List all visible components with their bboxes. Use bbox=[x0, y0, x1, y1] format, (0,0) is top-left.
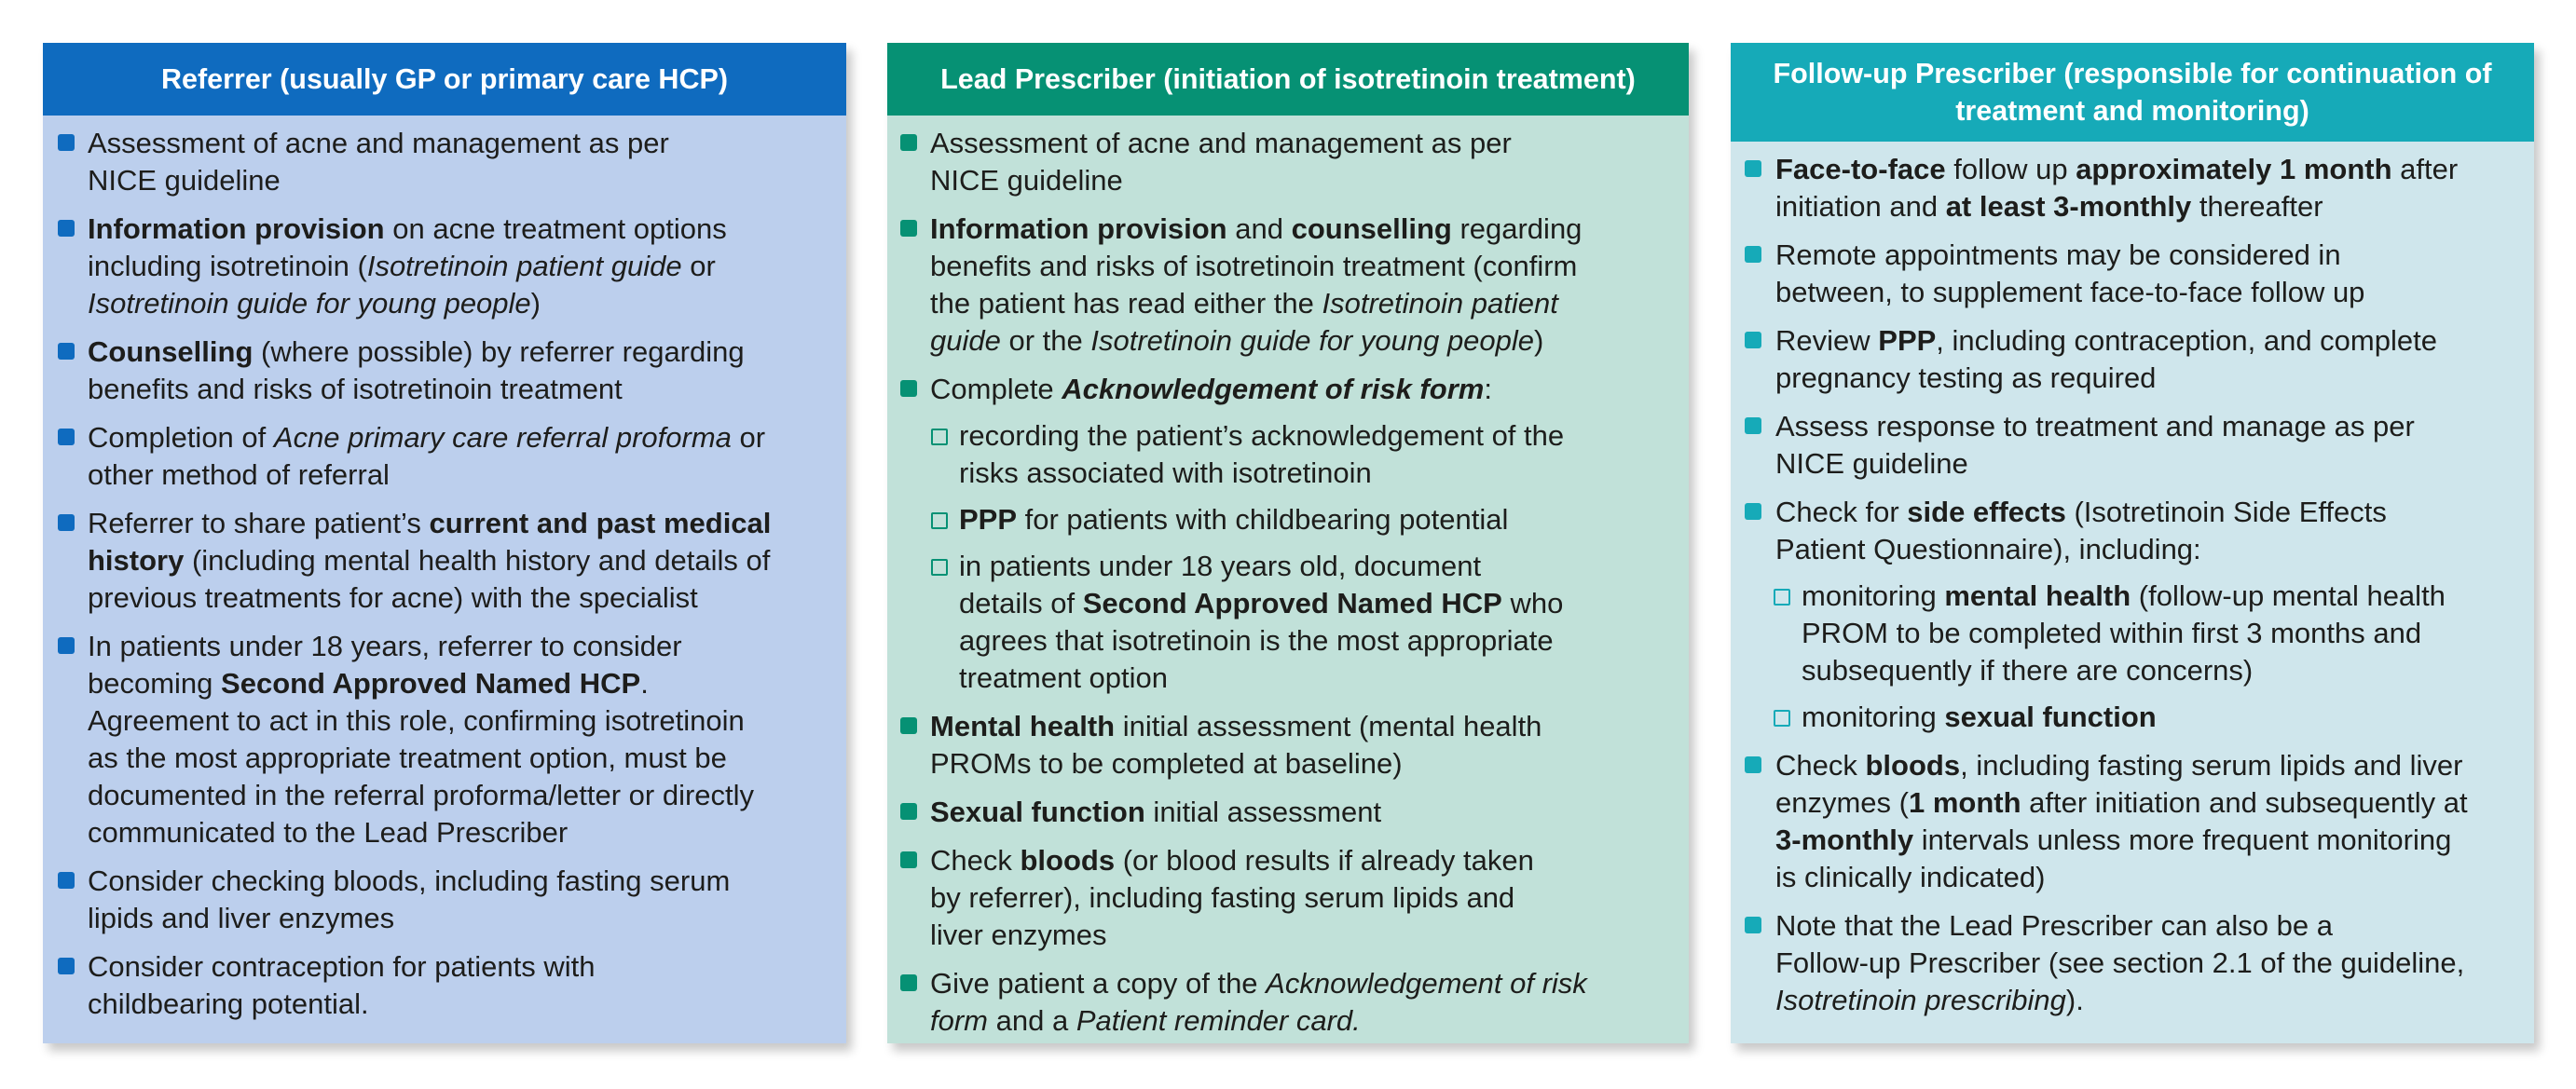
hollow-square-bullet-icon bbox=[931, 429, 948, 445]
text-segment: Assessment of acne and management as per bbox=[88, 127, 669, 159]
item-line bbox=[88, 285, 833, 322]
follow-up-prescriber-column bbox=[1731, 43, 2534, 1043]
hollow-square-bullet-icon bbox=[931, 559, 948, 576]
lead-prescriber-list bbox=[887, 116, 1689, 1040]
text-segment: Agreement to act in this role, confirming isotretinoin bbox=[88, 704, 745, 737]
text-segment: Check for bbox=[1775, 496, 1908, 528]
text-segment: lipids and liver enzymes bbox=[88, 902, 395, 934]
text-segment: initial assessment bbox=[1144, 796, 1382, 828]
text-segment: bloods bbox=[1865, 749, 1961, 782]
item-line bbox=[1775, 531, 2521, 568]
text-segment: risks associated with isotretinoin bbox=[959, 456, 1372, 489]
sub-list-item bbox=[1731, 578, 2534, 689]
text-segment: or bbox=[681, 250, 716, 282]
list-item bbox=[1731, 494, 2534, 568]
text-segment: documented in the referral proforma/letter or directly bbox=[88, 779, 755, 811]
item-line bbox=[88, 900, 833, 937]
text-segment: Follow-up Prescriber (see section 2.1 of the guideline, bbox=[1775, 946, 2465, 979]
list-item bbox=[1731, 408, 2534, 483]
text-segment: in patients under 18 years old, document bbox=[959, 550, 1482, 582]
square-bullet-icon bbox=[900, 974, 917, 991]
text-segment: Note that the Lead Prescriber can also be a bbox=[1775, 909, 2333, 942]
text-segment: after bbox=[2391, 153, 2459, 185]
text-segment: Acknowledgement of risk form bbox=[1062, 373, 1485, 405]
item-line bbox=[88, 777, 833, 814]
text-segment: mental health bbox=[1944, 579, 2131, 612]
text-segment: NICE guideline bbox=[1775, 447, 1968, 480]
square-bullet-icon bbox=[58, 958, 75, 974]
text-segment: : bbox=[1484, 373, 1492, 405]
text-segment: details of bbox=[959, 587, 1083, 619]
text-segment: benefits and risks of isotretinoin treatment bbox=[88, 373, 623, 405]
list-item bbox=[887, 842, 1689, 954]
item-line bbox=[88, 948, 833, 986]
text-segment: on acne treatment options bbox=[384, 212, 727, 245]
text-segment: Check bbox=[930, 844, 1021, 877]
item-line bbox=[959, 417, 1676, 455]
item-line bbox=[88, 986, 833, 1023]
text-segment: (where possible) by referrer regarding bbox=[253, 335, 745, 368]
item-line bbox=[1775, 408, 2521, 445]
follow-up-prescriber-header: Follow-up Prescriber (responsible for continuation of treatment and monitoring) bbox=[1731, 43, 2534, 142]
list-item bbox=[1731, 747, 2534, 896]
text-segment: after initiation and subsequently at bbox=[2021, 786, 2468, 819]
item-line bbox=[88, 334, 833, 371]
item-line bbox=[1775, 784, 2521, 822]
square-bullet-icon bbox=[58, 872, 75, 889]
sub-list-item bbox=[887, 417, 1689, 492]
item-line bbox=[930, 745, 1676, 783]
text-segment: bloods bbox=[1020, 844, 1116, 877]
text-segment: (Isotretinoin Side Effects bbox=[2065, 496, 2387, 528]
text-segment: and a bbox=[988, 1004, 1076, 1037]
text-segment: Assess response to treatment and manage as per bbox=[1775, 410, 2415, 442]
text-segment: Completion of bbox=[88, 421, 274, 454]
text-segment: Isotretinoin prescribing bbox=[1775, 984, 2066, 1016]
text-segment: follow up bbox=[1945, 153, 2076, 185]
text-segment: initiation and bbox=[1775, 190, 1946, 223]
item-line bbox=[1775, 907, 2521, 945]
text-segment: history bbox=[88, 544, 185, 577]
item-line bbox=[1775, 445, 2521, 483]
list-item bbox=[1731, 322, 2534, 397]
list-item bbox=[1731, 237, 2534, 311]
square-bullet-icon bbox=[58, 637, 75, 654]
text-segment: PPP bbox=[1878, 324, 1937, 357]
square-bullet-icon bbox=[58, 514, 75, 531]
square-bullet-icon bbox=[1745, 246, 1761, 263]
item-line bbox=[959, 548, 1676, 585]
text-segment: becoming bbox=[88, 667, 222, 700]
list-item bbox=[43, 419, 846, 494]
text-segment: at least 3-monthly bbox=[1945, 190, 2192, 223]
sub-list-item bbox=[1731, 699, 2534, 736]
item-line bbox=[88, 702, 833, 740]
item-line bbox=[1775, 237, 2521, 274]
text-segment: Information provision bbox=[88, 212, 385, 245]
text-segment: agrees that isotretinoin is the most appropriate bbox=[959, 624, 1554, 657]
text-segment: current and past medical bbox=[429, 507, 772, 539]
text-segment: Sexual function bbox=[930, 796, 1145, 828]
list-item bbox=[43, 211, 846, 322]
item-line bbox=[930, 879, 1676, 917]
list-item bbox=[1731, 151, 2534, 225]
item-line bbox=[88, 814, 833, 851]
item-line bbox=[930, 285, 1676, 322]
item-line bbox=[1802, 615, 2521, 652]
item-line bbox=[959, 501, 1676, 538]
text-segment: (or blood results if already taken bbox=[1115, 844, 1534, 877]
text-segment: pregnancy testing as required bbox=[1775, 361, 2157, 394]
text-segment: Second Approved Named HCP bbox=[221, 667, 641, 700]
item-line bbox=[959, 455, 1676, 492]
text-segment: PPP bbox=[959, 503, 1018, 536]
square-bullet-icon bbox=[900, 380, 917, 397]
text-segment: NICE guideline bbox=[88, 164, 281, 197]
text-segment: Second Approved Named HCP bbox=[1082, 587, 1502, 619]
text-segment: and bbox=[1226, 212, 1292, 245]
text-segment: Consider contraception for patients with bbox=[88, 950, 596, 983]
text-segment: Remote appointments may be considered in bbox=[1775, 238, 2341, 271]
text-segment: between, to supplement face-to-face follow up bbox=[1775, 276, 2365, 308]
lead-prescriber-column bbox=[887, 43, 1689, 1043]
item-line bbox=[88, 456, 833, 494]
sub-list-item bbox=[887, 548, 1689, 697]
text-segment: Consider checking bloods, including fasting serum bbox=[88, 864, 731, 897]
item-line bbox=[88, 628, 833, 665]
text-segment: Review bbox=[1775, 324, 1879, 357]
text-segment: sexual function bbox=[1944, 701, 2157, 733]
text-segment: Patient reminder card. bbox=[1076, 1004, 1361, 1037]
text-segment: In patients under 18 years, referrer to consider bbox=[88, 630, 682, 662]
item-line bbox=[930, 125, 1676, 162]
square-bullet-icon bbox=[900, 803, 917, 820]
list-item bbox=[43, 505, 846, 617]
item-line bbox=[1775, 982, 2521, 1019]
text-segment: 1 month bbox=[1908, 786, 2021, 819]
item-line bbox=[1775, 188, 2521, 225]
follow-up-prescriber-list bbox=[1731, 142, 2534, 1019]
item-line bbox=[959, 622, 1676, 660]
text-segment: Check bbox=[1775, 749, 1866, 782]
text-segment: Give patient a copy of the bbox=[930, 967, 1267, 1000]
text-segment: Counselling bbox=[88, 335, 253, 368]
text-segment: ). bbox=[2065, 984, 2084, 1016]
text-segment: childbearing potential. bbox=[88, 987, 369, 1020]
text-segment: counselling bbox=[1291, 212, 1452, 245]
text-segment: Isotretinoin guide for young people bbox=[88, 287, 531, 320]
square-bullet-icon bbox=[1745, 417, 1761, 434]
list-item bbox=[887, 708, 1689, 783]
list-item bbox=[43, 948, 846, 1023]
item-line bbox=[88, 505, 833, 542]
text-segment: treatment option bbox=[959, 661, 1169, 694]
item-line bbox=[88, 665, 833, 702]
text-segment: ) bbox=[1534, 324, 1544, 357]
item-line bbox=[88, 125, 833, 162]
lead-prescriber-header: Lead Prescriber (initiation of isotretinoin treatment) bbox=[887, 43, 1689, 116]
hollow-square-bullet-icon bbox=[1774, 710, 1790, 727]
item-line bbox=[1802, 578, 2521, 615]
text-segment: monitoring bbox=[1802, 701, 1945, 733]
square-bullet-icon bbox=[900, 220, 917, 237]
text-segment: NICE guideline bbox=[930, 164, 1123, 197]
list-item bbox=[43, 125, 846, 199]
item-line bbox=[930, 842, 1676, 879]
item-line bbox=[88, 162, 833, 199]
text-segment: Referrer to share patient’s bbox=[88, 507, 430, 539]
text-segment: Isotretinoin patient bbox=[1322, 287, 1558, 320]
text-segment: side effects bbox=[1907, 496, 2066, 528]
list-item bbox=[887, 211, 1689, 360]
text-segment: liver enzymes bbox=[930, 919, 1107, 951]
list-item bbox=[1731, 907, 2534, 1019]
item-line bbox=[88, 863, 833, 900]
text-segment: (including mental health history and details of bbox=[184, 544, 771, 577]
item-line bbox=[1775, 945, 2521, 982]
referrer-column bbox=[43, 43, 846, 1043]
item-line bbox=[88, 211, 833, 248]
item-line bbox=[930, 371, 1676, 408]
item-line bbox=[1802, 699, 2521, 736]
referrer-header: Referrer (usually GP or primary care HCP) bbox=[43, 43, 846, 116]
square-bullet-icon bbox=[900, 717, 917, 734]
item-line bbox=[1775, 494, 2521, 531]
text-segment: form bbox=[930, 1004, 988, 1037]
hollow-square-bullet-icon bbox=[1774, 589, 1790, 606]
text-segment: initial assessment (mental health bbox=[1115, 710, 1542, 742]
item-line bbox=[1802, 652, 2521, 689]
item-line bbox=[88, 579, 833, 617]
text-segment: guide bbox=[930, 324, 1001, 357]
text-segment: intervals unless more frequent monitoring bbox=[1913, 824, 2452, 856]
item-line bbox=[1775, 322, 2521, 360]
text-segment: or bbox=[731, 421, 766, 454]
item-line bbox=[1775, 747, 2521, 784]
text-segment: including isotretinoin ( bbox=[88, 250, 367, 282]
text-segment: communicated to the Lead Prescriber bbox=[88, 816, 569, 849]
text-segment: Mental health bbox=[930, 710, 1116, 742]
item-line bbox=[930, 248, 1676, 285]
list-item bbox=[887, 371, 1689, 408]
item-line bbox=[1775, 151, 2521, 188]
square-bullet-icon bbox=[58, 343, 75, 360]
text-segment: 3-monthly bbox=[1775, 824, 1914, 856]
text-segment: enzymes ( bbox=[1775, 786, 1909, 819]
list-item bbox=[887, 125, 1689, 199]
text-segment: Acne primary care referral proforma bbox=[273, 421, 732, 454]
text-segment: . bbox=[640, 667, 649, 700]
text-segment: is clinically indicated) bbox=[1775, 861, 2046, 893]
item-line bbox=[930, 708, 1676, 745]
text-segment: or the bbox=[1000, 324, 1091, 357]
item-line bbox=[88, 419, 833, 456]
square-bullet-icon bbox=[58, 220, 75, 237]
text-segment: Information provision bbox=[930, 212, 1227, 245]
text-segment: monitoring bbox=[1802, 579, 1945, 612]
list-item bbox=[43, 628, 846, 851]
item-line bbox=[959, 585, 1676, 622]
text-segment: other method of referral bbox=[88, 458, 390, 491]
list-item bbox=[887, 965, 1689, 1040]
text-segment: , including fasting serum lipids and liver bbox=[1960, 749, 2463, 782]
square-bullet-icon bbox=[1745, 756, 1761, 773]
text-segment: Face-to-face bbox=[1775, 153, 1946, 185]
text-segment: for patients with childbearing potential bbox=[1017, 503, 1509, 536]
text-segment: approximately 1 month bbox=[2076, 153, 2392, 185]
text-segment: PROMs to be completed at baseline) bbox=[930, 747, 1403, 780]
text-segment: as the most appropriate treatment option, must be bbox=[88, 742, 727, 774]
item-line bbox=[1775, 360, 2521, 397]
item-line bbox=[930, 1002, 1676, 1040]
square-bullet-icon bbox=[900, 134, 917, 151]
text-segment: by referrer), including fasting serum lipids and bbox=[930, 881, 1515, 914]
item-line bbox=[930, 211, 1676, 248]
text-segment: the patient has read either the bbox=[930, 287, 1322, 320]
item-line bbox=[88, 740, 833, 777]
text-segment: Acknowledgement of risk bbox=[1266, 967, 1587, 1000]
square-bullet-icon bbox=[58, 429, 75, 445]
item-line bbox=[930, 965, 1676, 1002]
text-segment: thereafter bbox=[2191, 190, 2323, 223]
hollow-square-bullet-icon bbox=[931, 512, 948, 529]
list-item bbox=[43, 334, 846, 408]
text-segment: recording the patient’s acknowledgement of the bbox=[959, 419, 1565, 452]
item-line bbox=[1775, 822, 2521, 859]
text-segment: Complete bbox=[930, 373, 1062, 405]
text-segment: PROM to be completed within first 3 months and bbox=[1802, 617, 2422, 649]
square-bullet-icon bbox=[900, 851, 917, 868]
item-line bbox=[930, 917, 1676, 954]
item-line bbox=[88, 248, 833, 285]
text-segment: benefits and risks of isotretinoin treatment (confirm bbox=[930, 250, 1578, 282]
item-line bbox=[930, 162, 1676, 199]
text-segment: who bbox=[1501, 587, 1564, 619]
square-bullet-icon bbox=[1745, 917, 1761, 933]
square-bullet-icon bbox=[1745, 503, 1761, 520]
list-item bbox=[887, 794, 1689, 831]
text-segment: , including contraception, and complete bbox=[1936, 324, 2437, 357]
text-segment: ) bbox=[530, 287, 541, 320]
sub-list-item bbox=[887, 501, 1689, 538]
text-segment: subsequently if there are concerns) bbox=[1802, 654, 2254, 687]
text-segment: Assessment of acne and management as per bbox=[930, 127, 1512, 159]
text-segment: Isotretinoin patient guide bbox=[366, 250, 682, 282]
item-line bbox=[1775, 274, 2521, 311]
text-segment: (follow-up mental health bbox=[2131, 579, 2446, 612]
square-bullet-icon bbox=[1745, 332, 1761, 348]
item-line bbox=[88, 371, 833, 408]
referrer-list bbox=[43, 116, 846, 1023]
text-segment: regarding bbox=[1451, 212, 1583, 245]
square-bullet-icon bbox=[58, 134, 75, 151]
list-item bbox=[43, 863, 846, 937]
text-segment: previous treatments for acne) with the specialist bbox=[88, 581, 698, 614]
item-line bbox=[930, 794, 1676, 831]
item-line bbox=[959, 660, 1676, 697]
square-bullet-icon bbox=[1745, 160, 1761, 177]
text-segment: Isotretinoin guide for young people bbox=[1090, 324, 1535, 357]
item-line bbox=[88, 542, 833, 579]
item-line bbox=[1775, 859, 2521, 896]
text-segment: Patient Questionnaire), including: bbox=[1775, 533, 2201, 565]
item-line bbox=[930, 322, 1676, 360]
